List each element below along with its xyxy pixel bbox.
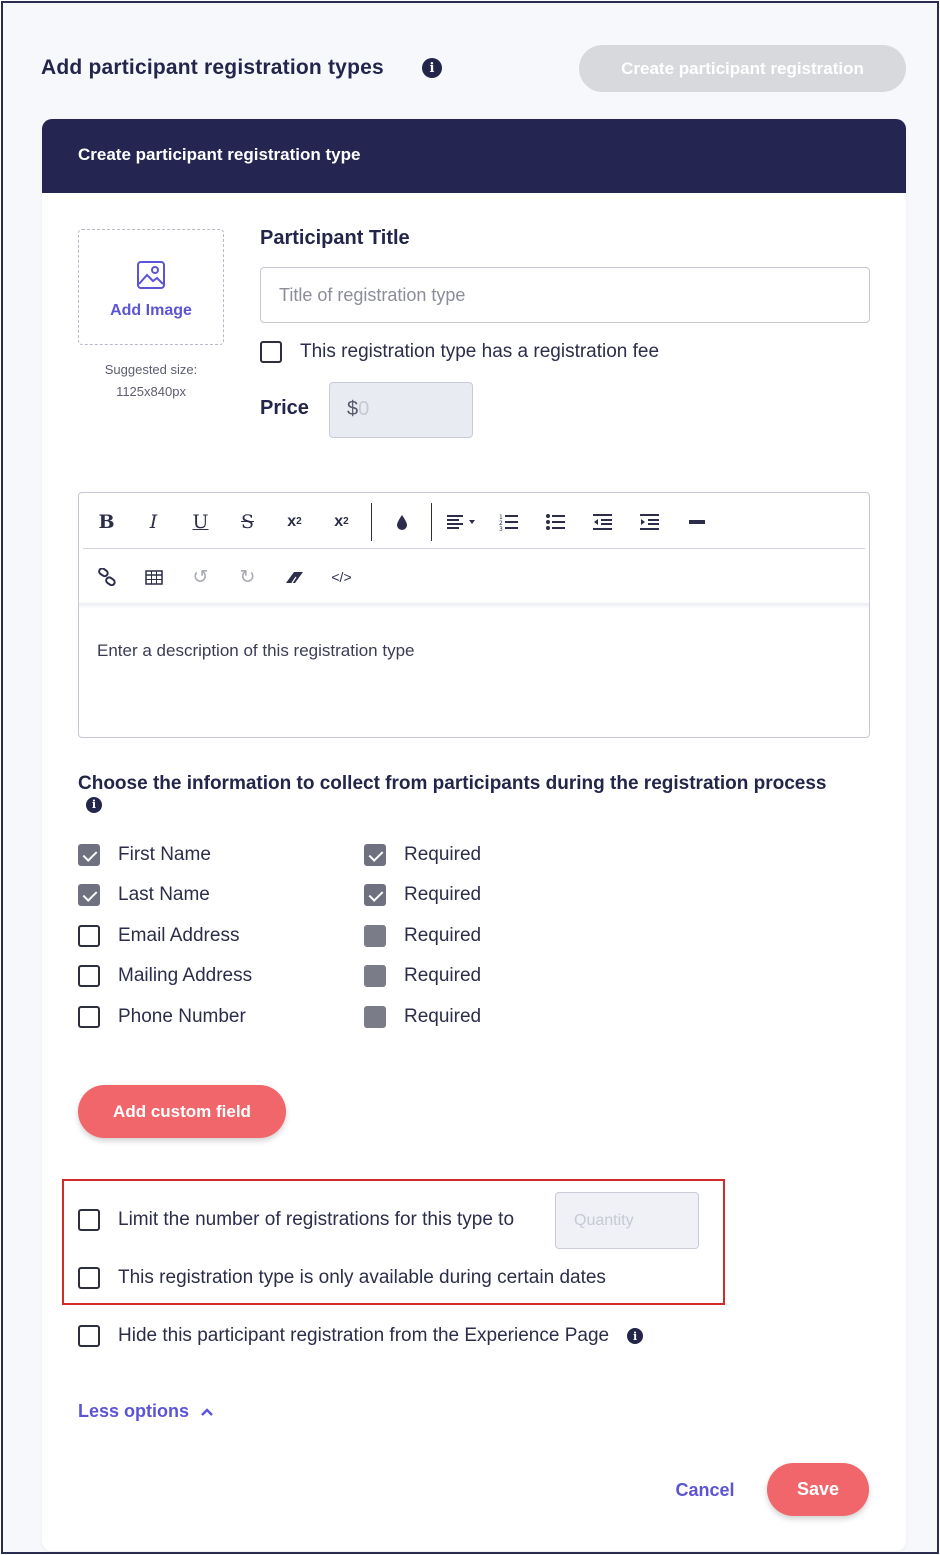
quantity-input[interactable]	[555, 1192, 699, 1249]
required-checkbox[interactable]	[364, 1006, 386, 1028]
hide-registration-row[interactable]	[78, 1325, 643, 1347]
svg-text:1: 1	[498, 513, 503, 521]
redo-icon[interactable]: ↻	[239, 566, 256, 588]
collect-field-checkbox[interactable]	[78, 884, 100, 906]
collect-field-row	[78, 925, 481, 947]
collect-field-row	[78, 965, 481, 987]
collect-info-title-text: Choose the information to collect from participants during the registration process	[78, 773, 827, 794]
save-button[interactable]: Save	[767, 1463, 869, 1516]
less-options-label: Less options	[78, 1401, 190, 1421]
collect-field-checkbox[interactable]	[78, 925, 100, 947]
strikethrough-icon[interactable]: S	[240, 510, 255, 533]
suggested-size-note	[78, 359, 224, 403]
info-icon[interactable]: i	[627, 1328, 643, 1344]
underline-icon[interactable]: U	[192, 510, 209, 533]
editor-toolbar-row-2	[83, 550, 365, 604]
collect-field-label: Last Name	[118, 884, 210, 905]
required-label: Required	[404, 965, 482, 986]
eraser-icon[interactable]	[271, 557, 318, 597]
required-label: Required	[404, 844, 482, 865]
collect-field-row	[78, 1006, 481, 1028]
required-label: Required	[404, 884, 482, 905]
price-placeholder: 0	[358, 398, 370, 420]
required-checkbox[interactable]	[364, 884, 386, 906]
page-title: Add participant registration types	[41, 56, 384, 79]
required-checkbox[interactable]	[364, 925, 386, 947]
card-header: Create participant registration type	[42, 119, 906, 193]
text-color-icon[interactable]	[378, 502, 425, 542]
collect-field-checkbox[interactable]	[78, 1006, 100, 1028]
participant-title-label: Participant Title	[260, 227, 410, 249]
superscript-icon[interactable]: x 2	[334, 512, 349, 530]
suggested-size-line2: 1125x840px	[116, 384, 186, 399]
collect-field-label: Phone Number	[118, 1006, 246, 1027]
certain-dates-checkbox[interactable]	[78, 1267, 100, 1289]
required-label: Required	[404, 1006, 482, 1027]
indent-icon[interactable]	[626, 502, 673, 542]
less-options-link[interactable]	[78, 1401, 214, 1422]
price-label: Price	[260, 397, 309, 419]
collect-info-title	[78, 773, 838, 815]
fee-checkbox-row[interactable]	[260, 341, 659, 363]
chevron-up-icon	[200, 1401, 214, 1422]
collect-field-label: Email Address	[118, 925, 240, 946]
collect-field-row	[78, 884, 481, 906]
svg-text:3: 3	[498, 525, 503, 531]
required-checkbox[interactable]	[364, 965, 386, 987]
collect-field-checkbox[interactable]	[78, 965, 100, 987]
italic-icon[interactable]: I	[149, 510, 158, 533]
price-input[interactable]	[329, 382, 473, 438]
editor-placeholder[interactable]: Enter a description of this registration type	[97, 641, 415, 660]
toolbar-divider	[431, 503, 432, 541]
description-editor[interactable]	[78, 492, 870, 738]
ordered-list-icon[interactable]	[485, 502, 532, 542]
cancel-button[interactable]: Cancel	[660, 1475, 750, 1505]
collect-field-checkbox[interactable]	[78, 844, 100, 866]
price-prefix: $	[347, 398, 359, 420]
collect-field-label: First Name	[118, 844, 211, 865]
participant-title-input[interactable]	[260, 267, 870, 323]
align-dropdown-icon[interactable]	[438, 502, 485, 542]
add-image-dropzone[interactable]	[78, 229, 224, 345]
undo-icon[interactable]: ↺	[192, 566, 209, 588]
required-checkbox[interactable]	[364, 844, 386, 866]
unordered-list-icon[interactable]	[532, 502, 579, 542]
limit-registrations-label: Limit the number of registrations for this type to	[118, 1209, 515, 1230]
hide-registration-label: Hide this participant registration from the Experience Page	[118, 1325, 610, 1346]
limit-registrations-row[interactable]	[78, 1209, 514, 1231]
fee-checkbox-label: This registration type has a registration fee	[300, 341, 660, 362]
hide-registration-checkbox[interactable]	[78, 1325, 100, 1347]
certain-dates-label: This registration type is only available during certain dates	[118, 1267, 606, 1288]
bold-icon[interactable]: B	[98, 510, 115, 533]
table-icon[interactable]	[130, 557, 177, 597]
collect-field-row	[78, 844, 481, 866]
link-icon[interactable]	[83, 557, 130, 597]
fee-checkbox[interactable]	[260, 341, 282, 363]
page-frame	[1, 1, 939, 1554]
info-icon[interactable]: i	[422, 58, 442, 78]
horizontal-rule-icon[interactable]	[673, 502, 720, 542]
code-view-icon[interactable]: </>	[331, 569, 352, 585]
editor-toolbar-shadow	[79, 603, 869, 609]
add-image-label: Add Image	[110, 302, 192, 319]
image-icon	[136, 260, 166, 290]
collect-field-label: Mailing Address	[118, 965, 253, 986]
required-label: Required	[404, 925, 482, 946]
create-participant-registration-button[interactable]: Create participant registration	[579, 45, 906, 92]
limit-registrations-checkbox[interactable]	[78, 1209, 100, 1231]
info-icon[interactable]: i	[86, 797, 102, 813]
subscript-icon[interactable]: x 2	[287, 512, 302, 530]
suggested-size-line1: Suggested size:	[104, 362, 198, 377]
toolbar-divider	[371, 503, 372, 541]
certain-dates-row[interactable]	[78, 1267, 606, 1289]
add-custom-field-button[interactable]: Add custom field	[78, 1085, 286, 1138]
registration-type-card	[42, 119, 906, 1551]
outdent-icon[interactable]	[579, 502, 626, 542]
editor-toolbar-row-1	[83, 495, 865, 549]
svg-text:2: 2	[498, 519, 503, 527]
